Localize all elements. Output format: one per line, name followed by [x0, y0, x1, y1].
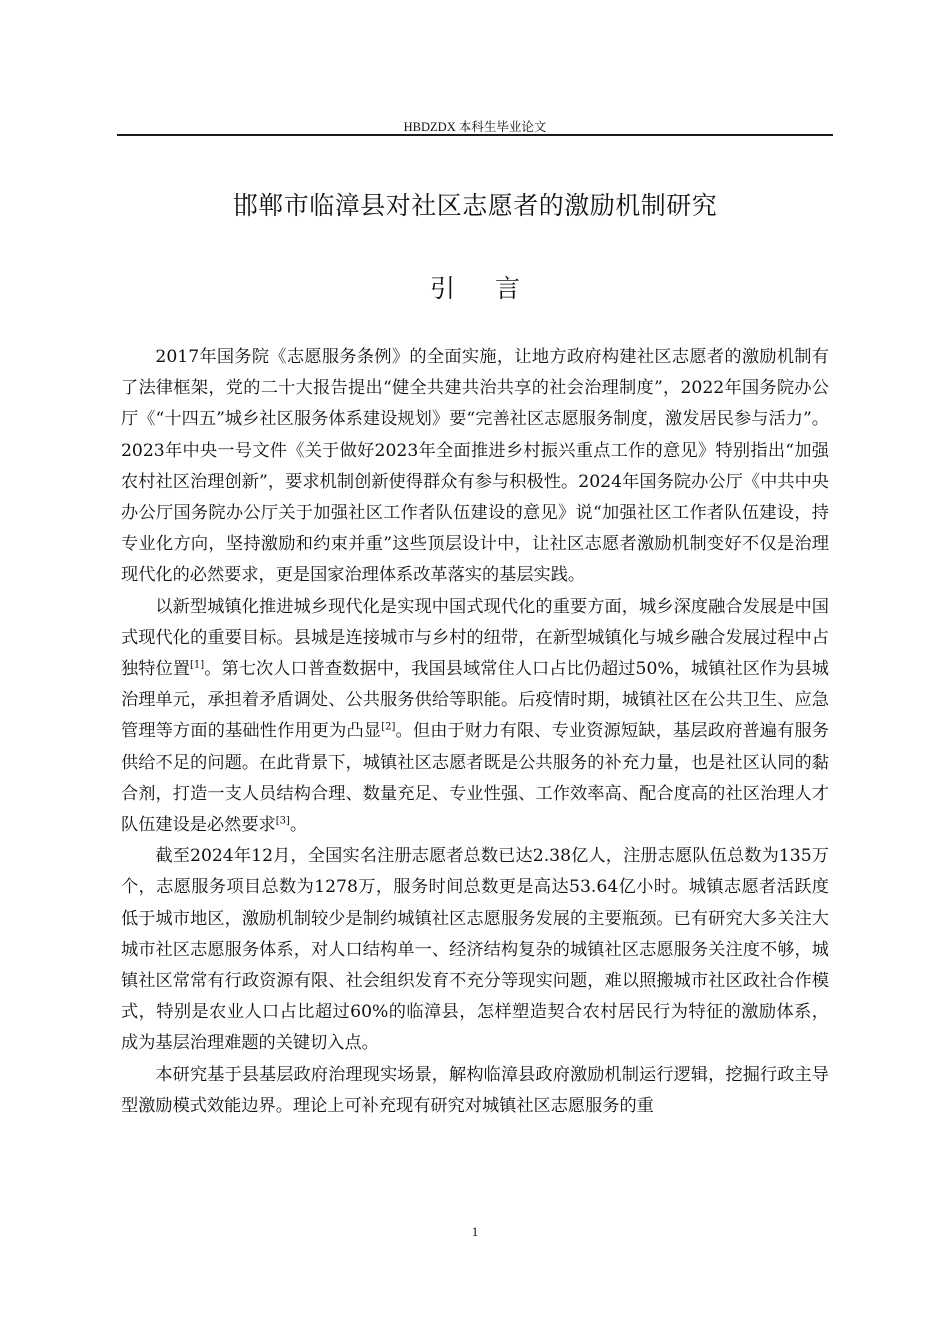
header-rule — [117, 134, 833, 136]
running-header: HBDZDX 本科生毕业论文 — [403, 120, 547, 134]
section-heading — [118, 270, 832, 308]
paragraph: 2017年国务院《志愿服务条例》的全面实施，让地方政府构建社区志愿者的激励机制有了法律框架，党的二十大报告提出“健全共建共治共享的社会治理制度”，2022年国务院办公厅《“十四五”城乡社区服务体系建设规划》要“完善社区志愿服务制度，激发居民参与活力”。2023年中央一号文件《关于做好2023年全面推进乡村振兴重点工作的意见》特别指出“加强农村社区治理创新”，要求机制创新使得群众有参与积极性。2024年国务院办公厅《中共中央办公厅国务院办公厅关于加强社区工作者队伍建设的意见》说“加强社区工作者队伍建设，持专业化方向，坚持激励和约束并重”这些顶层设计中，让社区志愿者激励机制变好不仅是治理现代化的必然要求，更是国家治理体系改革落实的基层实践。 — [121, 347, 829, 586]
paragraph-text: 。但由于财力有限、专业资源短缺，基层政府普遍有服务供给不足的问题。在此背景下，城镇社区志愿者既是公共服务的补充力量，也是社区认同的黏合剂，打造一支人员结构合理、数量充足、专业性强、工作效率高、配合度高的社区治理人才队伍建设是必然要求 — [121, 721, 829, 836]
paragraph: 本研究基于县基层政府治理现实场景，解构临漳县政府激励机制运行逻辑，挖掘行政主导型激励模式效能边界。理论上可补充现有研究对城镇社区志愿服务的重 — [121, 1064, 829, 1116]
paragraph: 截至2024年12月，全国实名注册志愿者总数已达2.38亿人，注册志愿队伍总数为135万个，志愿服务项目总数为1278万，服务时间总数更是高达53.64亿小时。城镇志愿者活跃度低于城市地区，激励机制较少是制约城镇社区志愿服务发展的主要瓶颈。已有研究大多关注大城市社区志愿服务体系，对人口结构单一、经济结构复杂的城镇社区志愿服务关注度不够，城镇社区常常有行政资源有限、社会组织发育不充分等现实问题，难以照搬城市社区政社合作模式，特别是农业人口占比超过60%的临漳县，怎样塑造契合农村居民行为特征的激励体系，成为基层治理难题的关键切入点。 — [121, 846, 829, 1054]
thesis-title: 邯郸市临漳县对社区志愿者的激励机制研究 — [232, 191, 718, 220]
citation-ref: [1] — [190, 659, 205, 671]
paragraph-text: 。第七次人口普查数据中，我国县域常住人口占比仍超过50%，城镇社区作为县城治理单元，承担着矛盾调处、公共服务供给等职能。后疫情时期，城镇社区在公共卫生、应急管理等方面的基础性作用更为凸显 — [121, 659, 829, 742]
citation-ref: [3] — [275, 815, 290, 827]
paragraph-text: 。 — [289, 815, 308, 836]
citation-ref: [2] — [381, 721, 396, 733]
page-number: 1 — [471, 1224, 479, 1239]
paragraph — [121, 592, 829, 842]
paragraph-text: 以新型城镇化推进城乡现代化是实现中国式现代化的重要方面，城乡深度融合发展是中国式现代化的重要目标。县城是连接城市与乡村的纽带，在新型城镇化与城乡融合发展过程中占独特位置 — [121, 596, 829, 680]
body-text — [121, 342, 829, 1122]
section-heading-char: 引 — [429, 274, 455, 303]
section-heading-char: 言 — [495, 274, 521, 303]
